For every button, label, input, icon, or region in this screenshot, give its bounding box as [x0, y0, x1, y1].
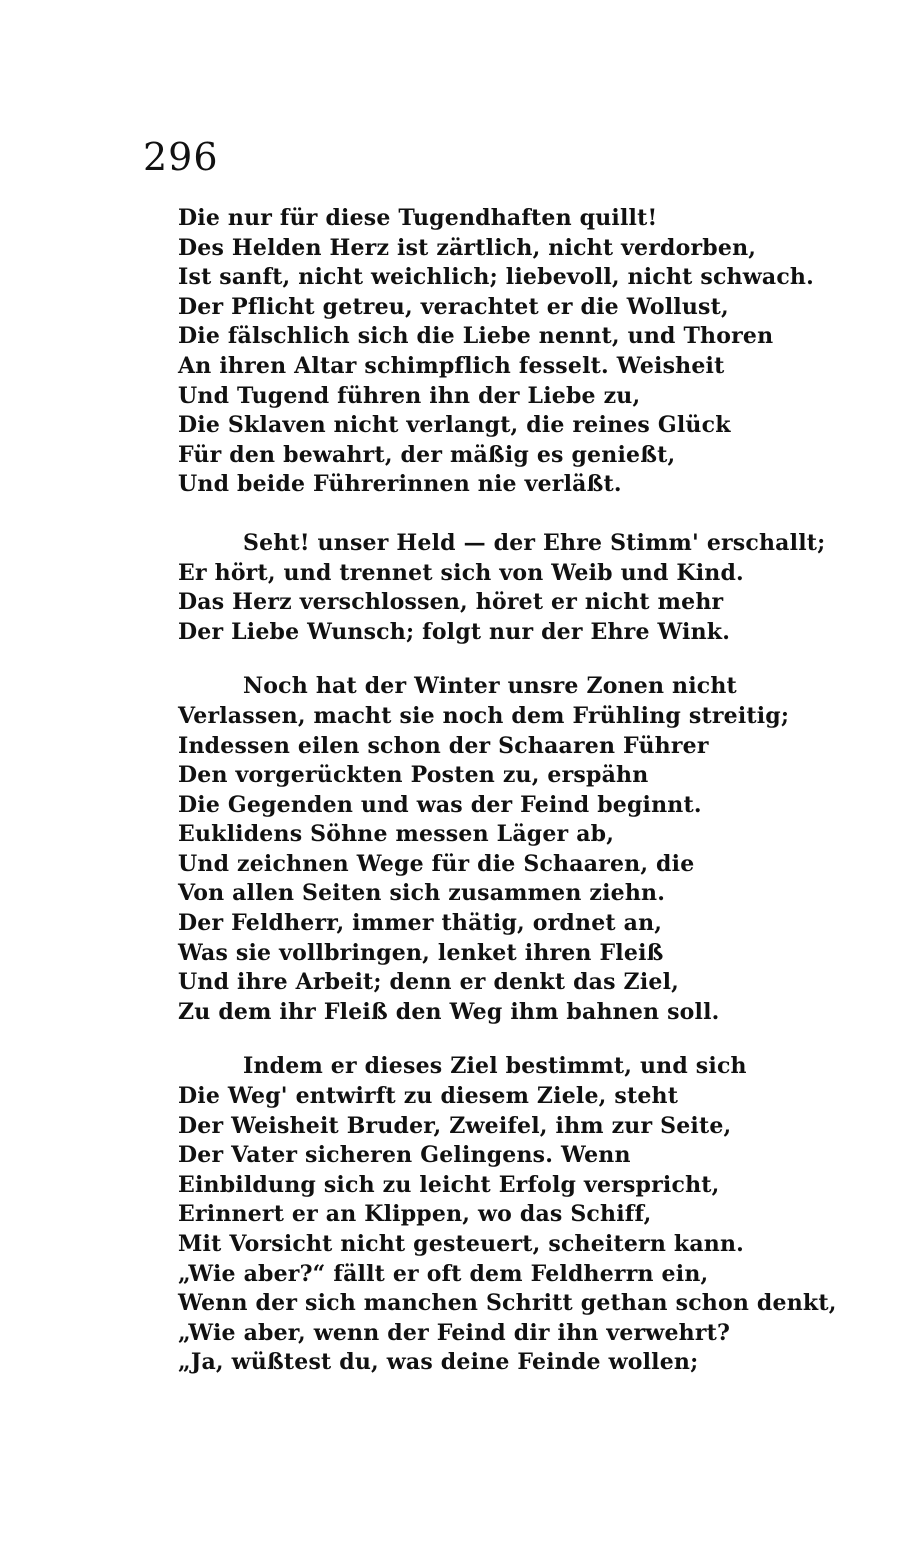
poem-line: Verlassen, macht sie noch dem Frühling streitig;: [178, 702, 790, 729]
poem-line: „Ja, wüßtest du, was deine Feinde wollen;: [178, 1349, 699, 1376]
poem-body: [178, 204, 878, 1403]
poem-line: Der Liebe Wunsch; folgt nur der Ehre Wink.: [178, 618, 731, 645]
stanza-4: [178, 1052, 878, 1378]
poem-line: Und zeichnen Wege für die Schaaren, die: [178, 850, 695, 877]
poem-line: Erinnert er an Klippen, wo das Schiff,: [178, 1201, 652, 1228]
poem-line: Die Weg' entwirft zu diesem Ziele, steht: [178, 1083, 679, 1110]
poem-line: Der Weisheit Bruder, Zweifel, ihm zur Seite,: [178, 1112, 732, 1139]
poem-line: Der Vater sicheren Gelingens. Wenn: [178, 1142, 631, 1169]
stanza-2: [178, 529, 878, 647]
poem-line: Die Sklaven nicht verlangt, die reines Glück: [178, 412, 731, 439]
poem-line: Zu dem ihr Fleiß den Weg ihm bahnen soll.: [178, 998, 720, 1025]
poem-line: Ist sanft, nicht weichlich; liebevoll, nicht schwach.: [178, 264, 814, 291]
poem-line: Den vorgerückten Posten zu, erspähn: [178, 762, 649, 789]
stanza-3: [178, 672, 878, 1027]
poem-line: Und beide Führerinnen nie verläßt.: [178, 471, 622, 498]
poem-line: Die fälschlich sich die Liebe nennt, und Thoren: [178, 323, 774, 350]
poem-line: Einbildung sich zu leicht Erfolg verspricht,: [178, 1171, 720, 1198]
poem-line: Was sie vollbringen, lenket ihren Fleiß: [178, 939, 664, 966]
poem-line: Der Feldherr, immer thätig, ordnet an,: [178, 910, 663, 937]
poem-line: Indessen eilen schon der Schaaren Führer: [178, 732, 709, 759]
poem-line: „Wie aber, wenn der Feind dir ihn verwehrt?: [178, 1319, 731, 1346]
poem-line: An ihren Altar schimpflich fesselt. Weisheit: [178, 352, 725, 379]
poem-line: Von allen Seiten sich zusammen ziehn.: [178, 880, 666, 907]
poem-line: „Wie aber?“ fällt er oft dem Feldherrn ein,: [178, 1260, 709, 1287]
poem-line: Er hört, und trennet sich von Weib und Kind.: [178, 559, 744, 586]
poem-line: Seht! unser Held — der Ehre Stimm' erschallt;: [243, 529, 826, 556]
stanza-1: [178, 204, 878, 500]
poem-line: Noch hat der Winter unsre Zonen nicht: [243, 673, 737, 700]
poem-line: Für den bewahrt, der mäßig es genießt,: [178, 441, 676, 468]
poem-line: Das Herz verschlossen, höret er nicht mehr: [178, 589, 724, 616]
poem-line: Mit Vorsicht nicht gesteuert, scheitern kann.: [178, 1231, 745, 1257]
poem-line: Euklidens Söhne messen Läger ab,: [178, 821, 615, 848]
poem-line: Wenn der sich manchen Schritt gethan schon denkt,: [178, 1290, 837, 1317]
page-number: 296: [143, 135, 219, 179]
poem-line: Der Pflicht getreu, verachtet er die Wollust,: [178, 293, 729, 320]
poem-line: Des Helden Herz ist zärtlich, nicht verdorben,: [178, 234, 757, 261]
poem-line: Indem er dieses Ziel bestimmt, und sich: [243, 1053, 747, 1080]
poem-line: Die Gegenden und was der Feind beginnt.: [178, 791, 702, 818]
poem-line: Die nur für diese Tugendhaften quillt!: [178, 205, 658, 231]
poem-line: Und Tugend führen ihn der Liebe zu,: [178, 382, 641, 409]
poem-line: Und ihre Arbeit; denn er denkt das Ziel,: [178, 969, 679, 996]
